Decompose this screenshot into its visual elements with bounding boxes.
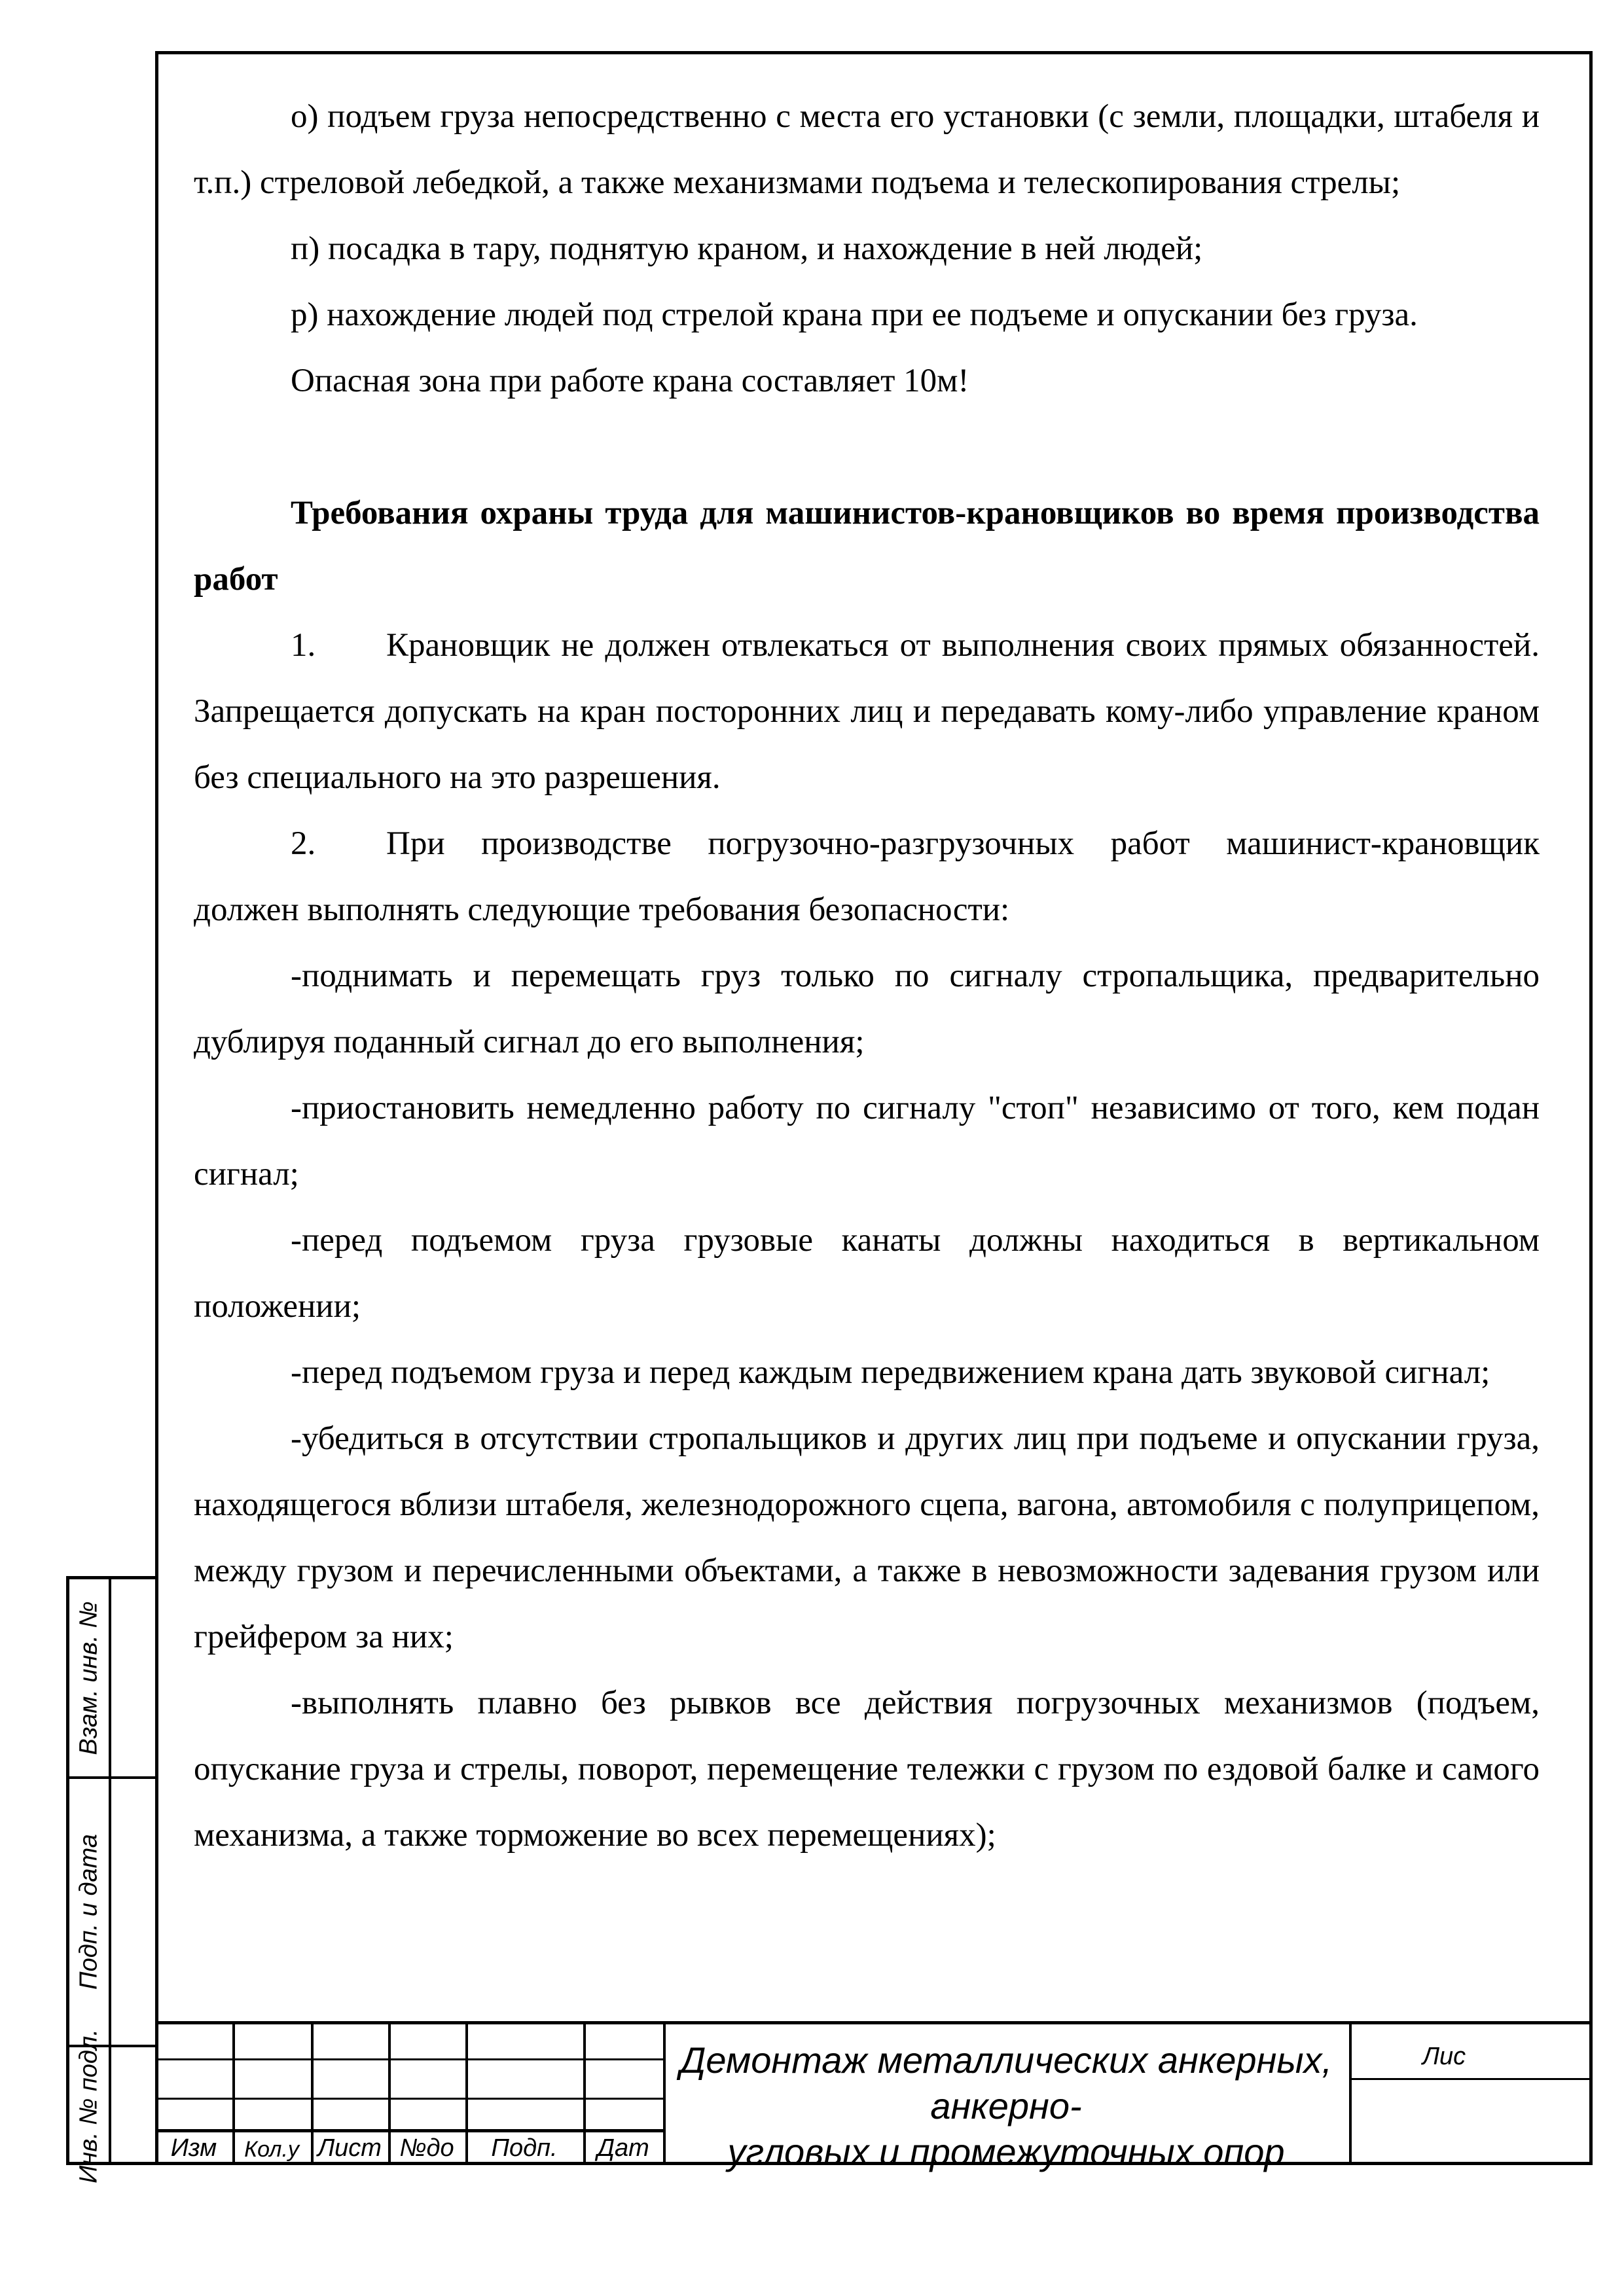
stamp-label-signature-date: Подп. и дата [75,1834,103,1990]
requirement-bullet: -выполнять плавно без рывков все действия погрузочных механизмов (подъем, опускание груза и стрелы, поворот, перемещение тележки с грузом по ездовой балке и самого механизма, а также торможение во всех перемещениях); [194,1685,1540,1854]
document-title-line-2: угловых и промежуточных опор [727,2131,1285,2172]
stamp-label-original-inv: Инв. № подл. [75,2029,103,2183]
col-label-podp: Подп. [491,2134,558,2162]
stamp-label-replacement-inv: Взам. инв. № [75,1600,103,1755]
item-text: При производстве погрузочно-разгрузочных работ машинист-крановщик должен выполнять следующие требования безопасности: [194,825,1540,928]
stamp-cell-signature [69,1779,155,2047]
item-number: 1. [291,627,316,664]
col-label-ndoc: №до [399,2134,454,2162]
paragraph-p: п) посадка в тару, поднятую краном, и нахождение в ней людей; [291,230,1203,267]
sheet-label: Лис [1422,2043,1466,2070]
numbered-item-2 [194,811,1540,943]
requirement-bullet: -перед подъемом груза грузовые канаты должны находиться в вертикальном положении; [194,1222,1540,1325]
document-title-line-1: Демонтаж металлических анкерных, анкерно- [679,2039,1333,2126]
item-text: Крановщик не должен отвлекаться от выполнения своих прямых обязанностей. Запрещается допускать на кран посторонних лиц и передавать кому-либо управление краном без специального на это разрешения. [194,627,1540,796]
col-label-date: Дат [597,2134,649,2162]
requirement-bullet: -перед подъемом груза и перед каждым передвижением крана дать звуковой сигнал; [291,1354,1490,1391]
paragraph-r: р) нахождение людей под стрелой крана при ее подъеме и опускании без груза. [291,296,1418,333]
side-stamp [66,1576,155,2183]
col-label-izm: Изм [170,2134,217,2162]
numbered-item-1 [194,613,1540,811]
section-heading: Требования охраны труда для машинистов-крановщиков во время производства работ [194,495,1540,598]
requirement-bullet: -приостановить немедленно работу по сигналу "стоп" независимо от того, кем подан сигнал; [194,1090,1540,1193]
document-body [194,84,1540,1869]
requirement-bullet: -убедиться в отсутствии стропальщиков и других лиц при подъеме и опускании груза, находящегося вблизи штабеля, железнодорожного сцепа, вагона, автомобиля с полуприцепом, между грузом и перечисленными объектами, а также в невозможности задевания грузом или грейфером за них; [194,1420,1540,1655]
title-block [155,2021,1593,2172]
col-label-list: Лист [317,2134,382,2162]
stamp-cell-replacement [69,1579,155,1779]
stamp-cell-original [69,2029,155,2183]
danger-zone-note: Опасная зона при работе крана составляет 10м! [291,363,969,399]
paragraph-o: о) подъем груза непосредственно с места его установки (с земли, площадки, штабеля и т.п.) стреловой лебедкой, а также механизмами подъема и телескопирования стрелы; [194,98,1540,201]
requirement-bullet: -поднимать и перемещать груз только по сигналу стропальщика, предварительно дублируя поданный сигнал до его выполнения; [194,958,1540,1060]
document-title [663,2037,1349,2175]
col-label-kolu: Кол.у [244,2137,299,2162]
item-number: 2. [291,825,316,862]
